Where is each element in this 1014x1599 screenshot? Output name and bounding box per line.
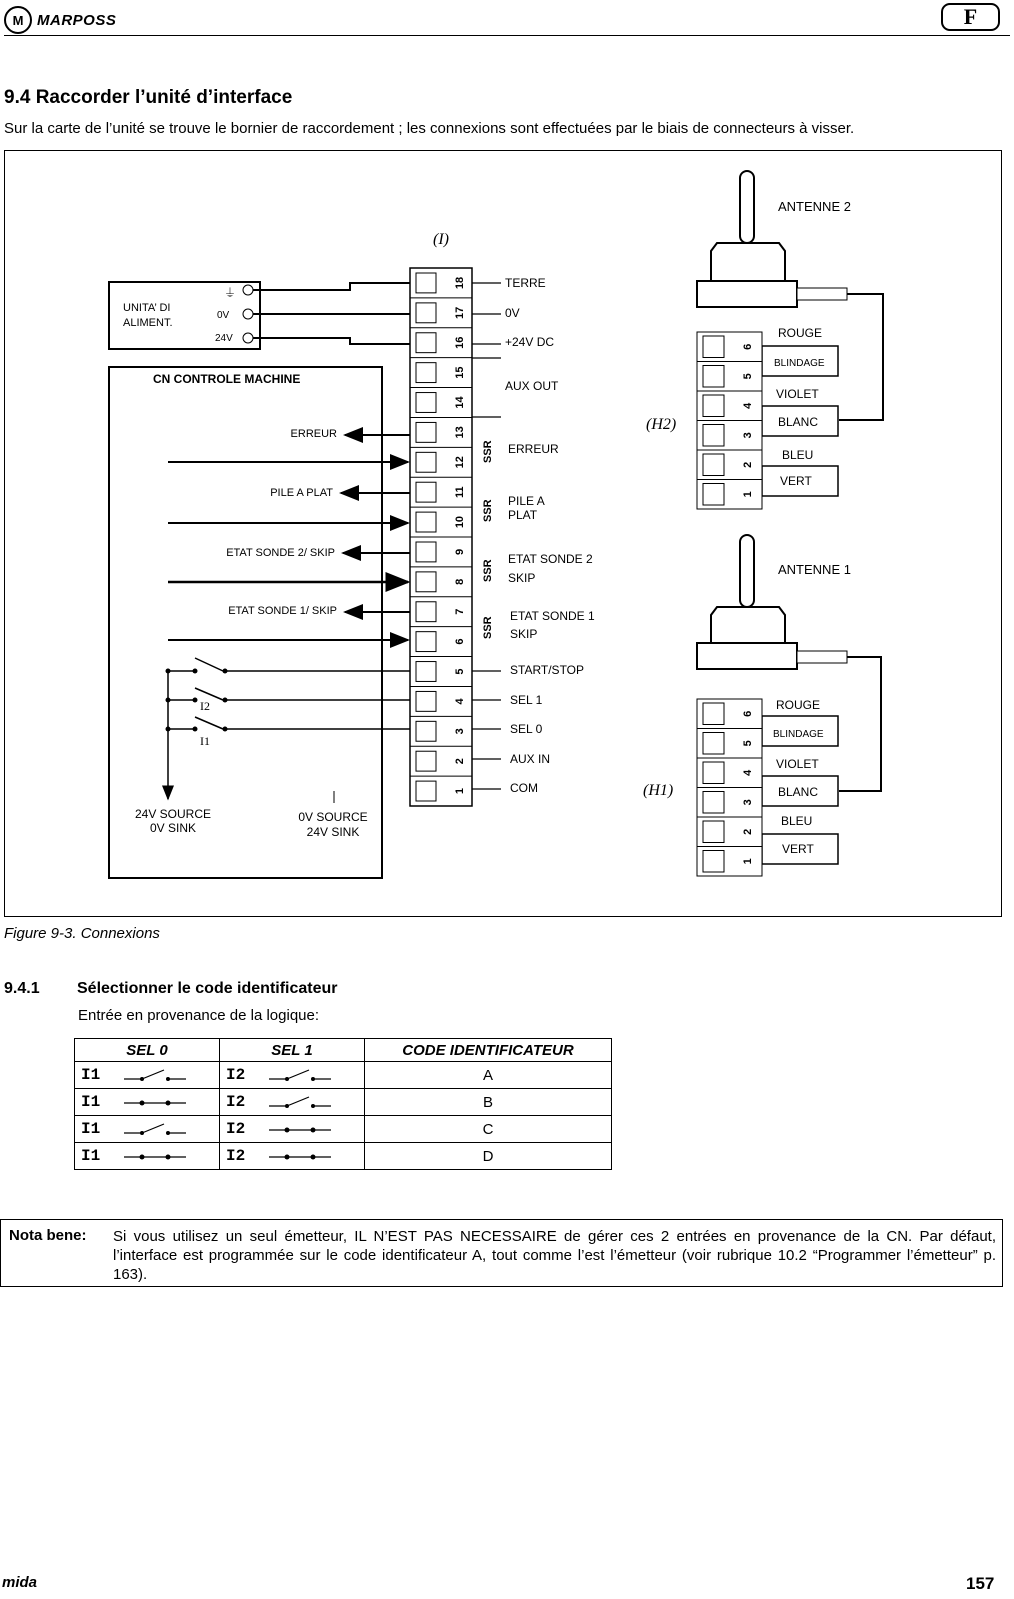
input-label: I2 [226, 1147, 246, 1165]
term-label-start-stop: START/STOP [510, 663, 585, 677]
antenna-pin-number: 3 [742, 432, 754, 439]
footer-product: mida [2, 1574, 38, 1591]
term-label-aux-in: AUX IN [510, 752, 551, 766]
code-table [74, 1038, 612, 1170]
ssr-label-1: SSR [482, 440, 494, 463]
code-cell: B [365, 1089, 612, 1116]
source-left-1: 24V SOURCE [134, 807, 212, 821]
sel1-cell [220, 1143, 365, 1170]
a2-wire-blindage: BLINDAGE [774, 358, 825, 369]
switch-label-i2: I2 [200, 699, 210, 713]
marposs-logo-icon: M [4, 6, 32, 34]
header-divider [4, 35, 1010, 36]
terminal-group-label: (I) [433, 231, 449, 248]
sel1-cell [220, 1062, 365, 1089]
antenna-1-group: (H1) [643, 782, 674, 799]
antenna-pin-number: 4 [742, 402, 754, 409]
source-right-1: 0V SOURCE [298, 810, 368, 824]
code-table-row [75, 1089, 612, 1116]
terminal-number: 9 [454, 548, 466, 556]
cn-signal-erreur: ERREUR [290, 428, 337, 440]
antenna-2-title: ANTENNE 2 [778, 199, 851, 214]
term-label-erreur: ERREUR [508, 442, 559, 456]
header-sel0: SEL 0 [75, 1039, 220, 1062]
code-table-row [75, 1143, 612, 1170]
marposs-logo-text: MARPOSS [37, 11, 117, 29]
header-code: CODE IDENTIFICATEUR [365, 1039, 612, 1062]
cn-signal-sonde1: ETAT SONDE 1/ SKIP [228, 605, 337, 617]
power-unit-label-1: UNITA’ DI [123, 302, 171, 314]
term-label-aux-out: AUX OUT [505, 379, 559, 393]
terminal-number: 15 [454, 366, 466, 379]
open-switch-icon [124, 1121, 186, 1137]
antenna-1-title: ANTENNE 1 [778, 562, 851, 577]
a1-wire-blindage: BLINDAGE [773, 729, 824, 740]
antenna-pin-number: 1 [742, 858, 754, 865]
switch-label-i1: I1 [200, 734, 210, 748]
cn-signal-pile: PILE A PLAT [270, 487, 333, 499]
term-label-sel0: SEL 0 [510, 722, 543, 736]
terminal-number: 10 [454, 515, 466, 529]
a2-wire-rouge: ROUGE [778, 326, 823, 340]
antenna-pin-number: 4 [742, 769, 754, 776]
terminal-number: 17 [454, 306, 466, 319]
ssr-label-4: SSR [482, 616, 494, 639]
term-label-plat: PLAT [508, 508, 538, 522]
terminal-number: 2 [454, 758, 466, 765]
terminal-number: 13 [454, 426, 466, 439]
term-label-sonde1: ETAT SONDE 1 [510, 609, 595, 623]
section-heading [4, 87, 292, 109]
closed-switch-icon [124, 1094, 186, 1110]
input-label: I1 [81, 1093, 101, 1111]
code-table-row [75, 1116, 612, 1143]
cn-box-title: CN CONTROLE MACHINE [153, 372, 301, 386]
input-label: I1 [81, 1120, 101, 1138]
term-label-24v: +24V DC [505, 335, 555, 349]
code-cell: A [365, 1062, 612, 1089]
closed-switch-icon [269, 1121, 331, 1137]
antenna-pin-number: 5 [742, 373, 754, 380]
code-cell: C [365, 1116, 612, 1143]
power-unit [109, 282, 260, 349]
term-label-skip1: SKIP [510, 627, 538, 641]
a2-wire-bleu: BLEU [782, 448, 814, 462]
input-label: I2 [226, 1093, 246, 1111]
subsection-number: 9.4.1 [4, 980, 40, 997]
note-box [0, 1219, 1003, 1287]
terminal-number: 1 [454, 787, 466, 795]
terminal-number: 7 [454, 608, 466, 615]
terminal-number: 18 [454, 276, 466, 290]
note-label: Nota bene: [9, 1227, 87, 1244]
a1-wire-vert: VERT [782, 842, 814, 856]
closed-switch-icon [124, 1148, 186, 1164]
terminal-number: 3 [454, 728, 466, 735]
term-label-skip2: SKIP [508, 571, 536, 585]
terminal-number: 11 [454, 486, 466, 498]
input-label: I2 [226, 1120, 246, 1138]
term-label-pile: PILE A [508, 494, 545, 508]
ground-symbol: ⏚ [224, 286, 237, 300]
open-switch-icon [269, 1094, 331, 1110]
cn-control-box [109, 367, 382, 878]
input-label: I1 [81, 1066, 101, 1084]
a1-wire-blanc: BLANC [778, 785, 819, 799]
antenna-pin-number: 1 [742, 491, 754, 498]
closed-switch-icon [269, 1148, 331, 1164]
a2-wire-vert: VERT [780, 474, 812, 488]
language-badge: F [941, 3, 1000, 31]
power-pin-0v: 0V [217, 310, 230, 321]
section-intro: Sur la carte de l’unité se trouve le bornier de raccordement ; les connexions sont effectuées par le biais de connecteurs à visser. [4, 120, 855, 137]
sel0-cell [75, 1062, 220, 1089]
a1-wire-rouge: ROUGE [776, 698, 821, 712]
terminal-number: 6 [454, 638, 466, 645]
antenna-2-group: (H2) [646, 416, 677, 433]
input-label: I1 [81, 1147, 101, 1165]
term-label-sonde2: ETAT SONDE 2 [508, 552, 593, 566]
source-right-2: 24V SINK [306, 825, 360, 839]
sel1-cell [220, 1089, 365, 1116]
antenna-pin-number: 2 [742, 828, 754, 835]
terminal-block [410, 268, 472, 806]
power-pin-24v: 24V [215, 333, 233, 344]
sel0-cell [75, 1143, 220, 1170]
connection-diagram [4, 150, 1002, 917]
term-label-sel1: SEL 1 [510, 693, 543, 707]
code-table-header [75, 1039, 612, 1062]
page-number: 157 [966, 1574, 995, 1593]
cn-signal-sonde2: ETAT SONDE 2/ SKIP [226, 547, 335, 559]
a2-wire-violet: VIOLET [776, 387, 819, 401]
antenna-pin-number: 5 [742, 740, 754, 747]
section-number: 9.4 [4, 87, 31, 108]
terminal-number: 14 [454, 396, 466, 409]
antenna-pin-number: 2 [742, 461, 754, 468]
terminal-number: 12 [454, 456, 466, 469]
code-table-row [75, 1062, 612, 1089]
term-label-com: COM [510, 781, 538, 795]
subsection-title: Sélectionner le code identificateur [77, 980, 338, 997]
sel0-cell [75, 1089, 220, 1116]
ssr-label-3: SSR [482, 559, 494, 582]
sel1-cell [220, 1116, 365, 1143]
a1-wire-bleu: BLEU [781, 814, 813, 828]
antenna-pin-number: 6 [742, 343, 754, 350]
section-title: Raccorder l’unité d’interface [35, 87, 293, 108]
term-label-0v: 0V [505, 306, 520, 320]
header-sel1: SEL 1 [220, 1039, 365, 1062]
terminal-number: 8 [454, 578, 466, 585]
antenna-pin-number: 3 [742, 799, 754, 806]
marposs-logo [4, 4, 116, 36]
subsection-subtitle: Entrée en provenance de la logique: [78, 1007, 320, 1024]
a2-wire-blanc: BLANC [778, 415, 819, 429]
input-label: I2 [226, 1066, 246, 1084]
sel0-cell [75, 1116, 220, 1143]
open-switch-icon [124, 1067, 186, 1083]
term-label-terre: TERRE [505, 276, 546, 290]
a1-wire-violet: VIOLET [776, 757, 819, 771]
terminal-number: 16 [454, 336, 466, 349]
ssr-label-2: SSR [482, 499, 494, 522]
antenna-2 [646, 171, 883, 496]
antenna-pin-number: 6 [742, 710, 754, 717]
power-unit-label-2: ALIMENT. [123, 317, 173, 329]
terminal-number: 4 [454, 698, 466, 705]
source-left-2: 0V SINK [149, 821, 197, 835]
note-text: Si vous utilisez un seul émetteur, IL N’EST PAS NECESSAIRE de gérer ces 2 entrées en provenance de la CN. Par défaut, l’interface est programmée sur le code identificateur A, tout comme l’est l’émetteur (voir rubrique 10.2 “Programmer l’émetteur” p. 163). [113, 1228, 996, 1283]
terminal-number: 5 [454, 668, 466, 675]
open-switch-icon [269, 1067, 331, 1083]
code-cell: D [365, 1143, 612, 1170]
figure-caption: Figure 9-3. Connexions [4, 925, 160, 942]
